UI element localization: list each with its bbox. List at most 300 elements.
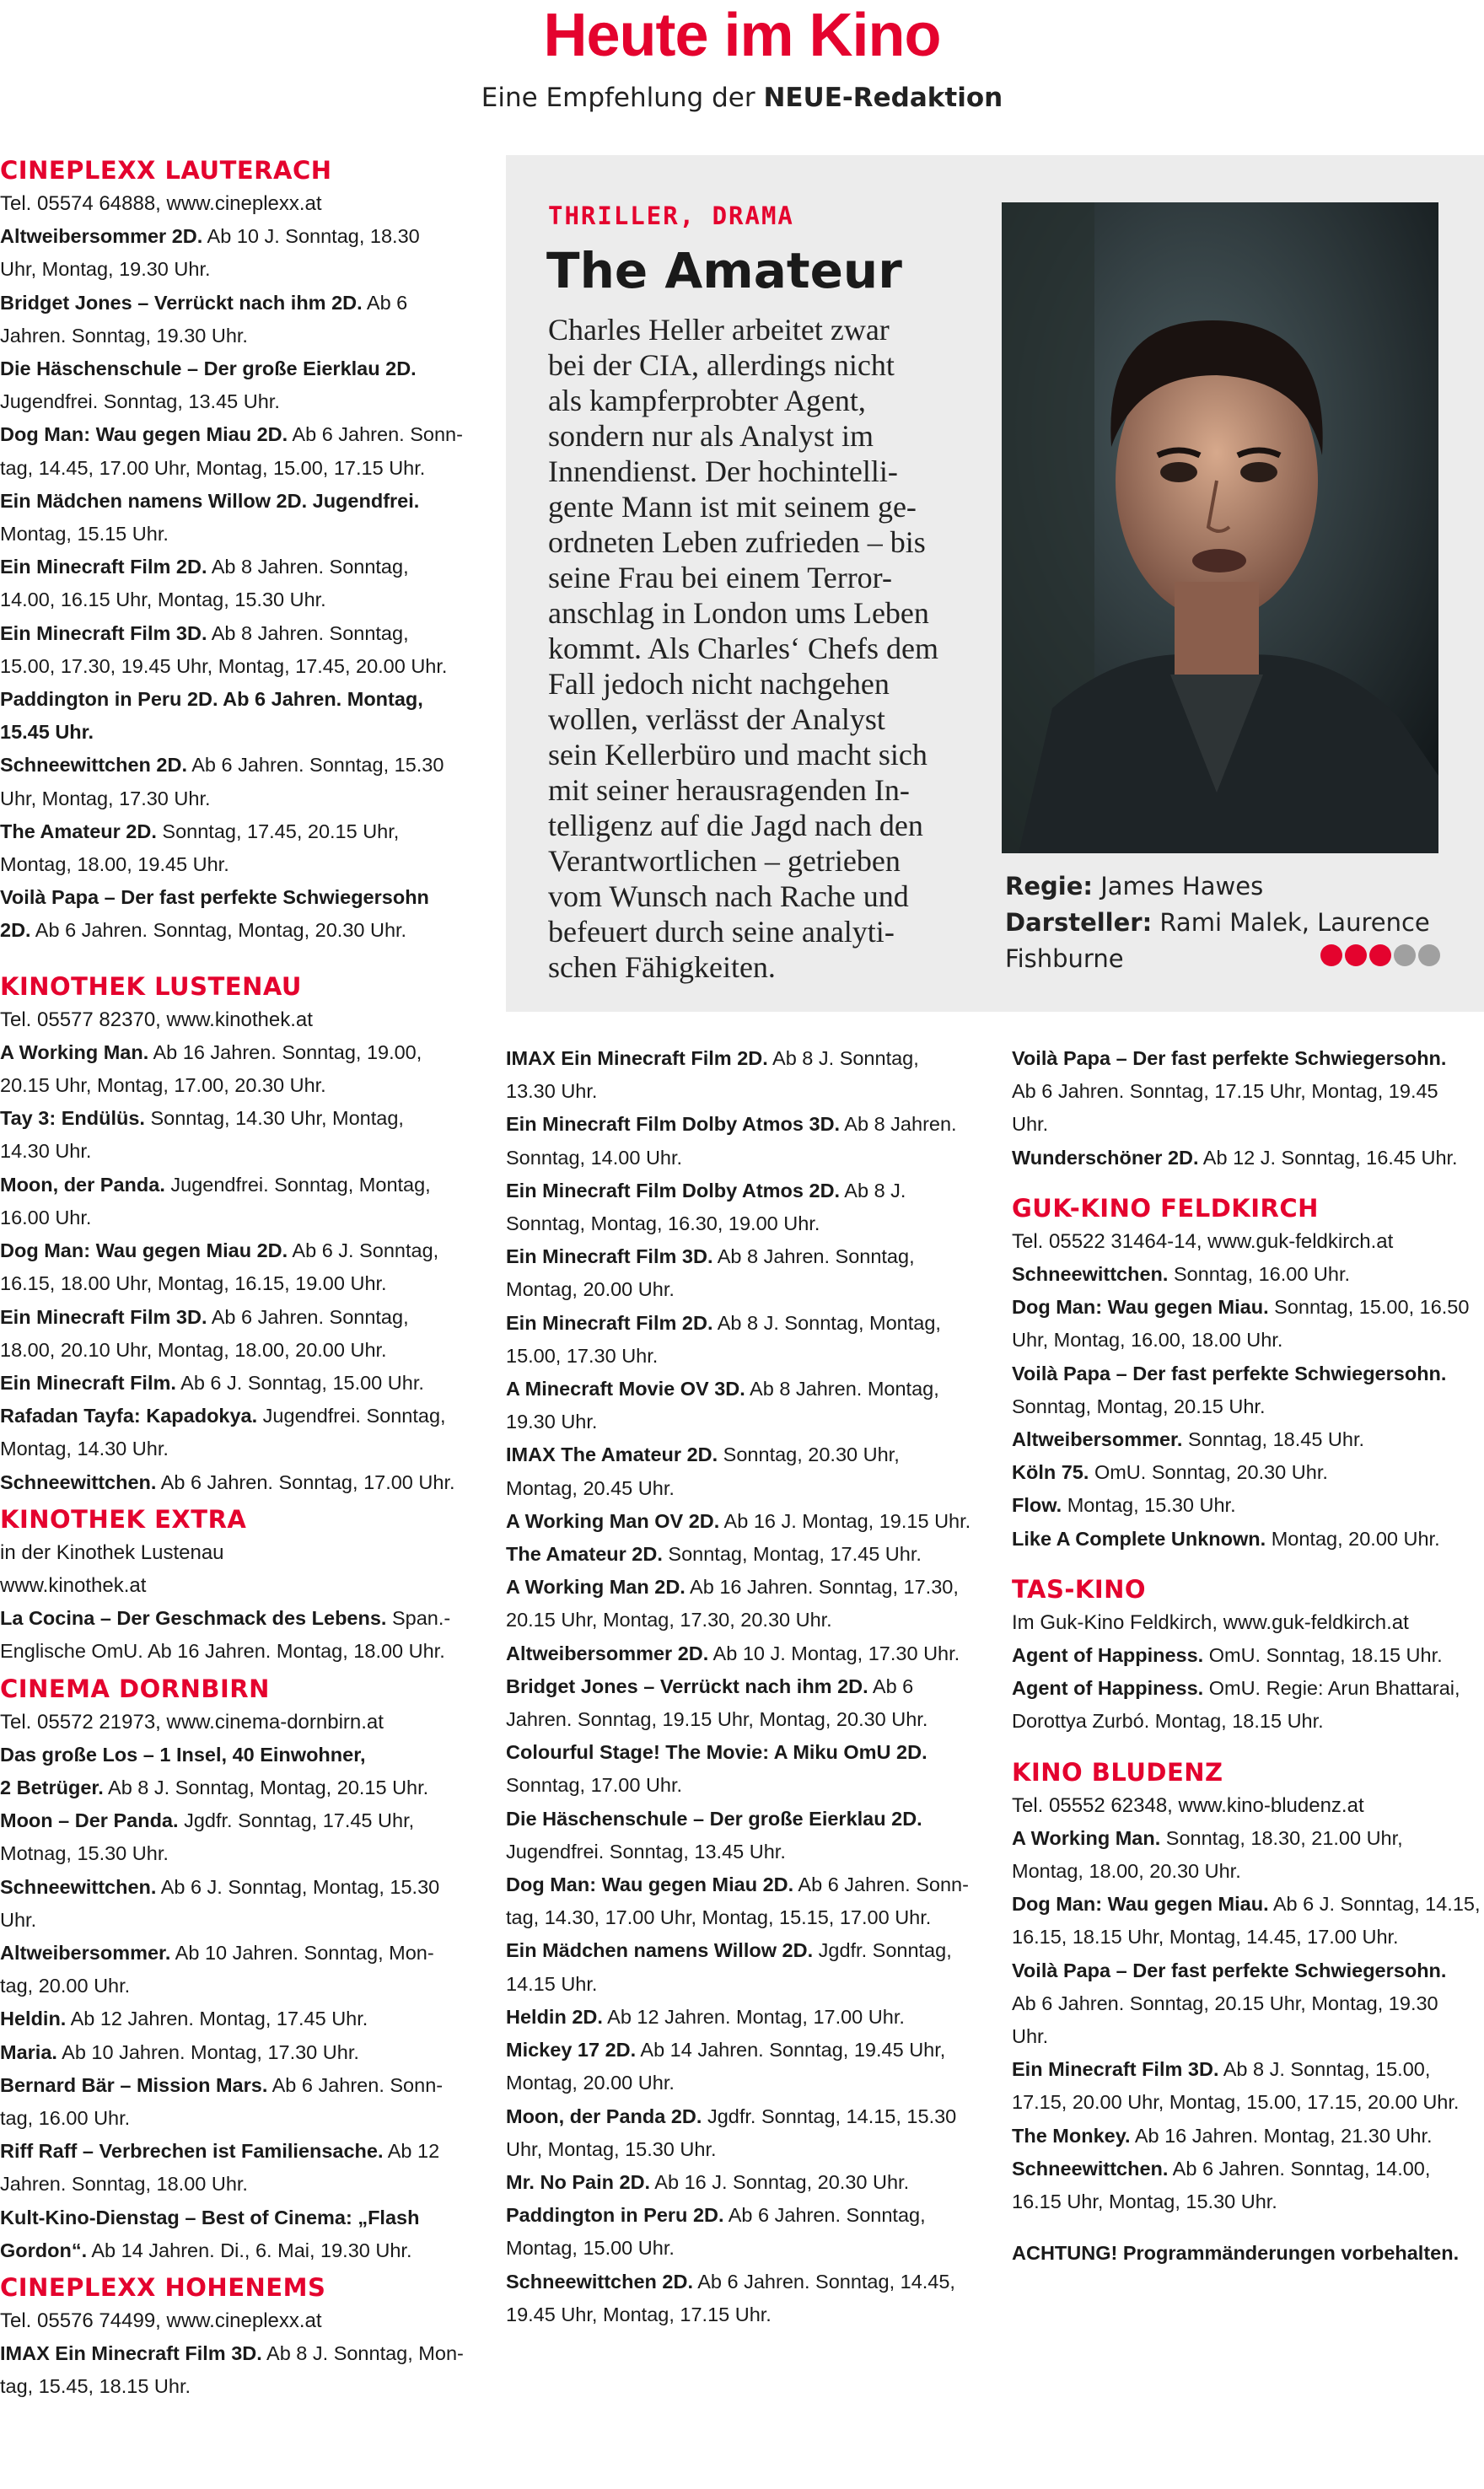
listing-line xyxy=(0,1334,472,1367)
showtime-details: Jahren. Sonntag, 19.15 Uhr, Montag, 20.30 Uhr. xyxy=(506,1708,928,1731)
listing-line xyxy=(0,1069,472,1102)
showtime-details: Ab 6 Jahren. Sonntag, 17.15 Uhr, Montag, 19.45 xyxy=(1012,1080,1438,1103)
showtime-details: Ab 6 Jahren. Sonntag, 20.15 Uhr, Montag, 19.30 xyxy=(1012,1992,1438,2014)
showtime-details: 14.00, 16.15 Uhr, Montag, 15.30 Uhr. xyxy=(0,589,326,611)
showtime-details: Uhr, Montag, 15.30 Uhr. xyxy=(506,2137,717,2160)
movie-title: Ein Minecraft Film 3D. xyxy=(0,621,207,644)
feature-text-line: ordneten Leben zufrieden – bis xyxy=(548,525,926,559)
listing-line xyxy=(1012,1042,1484,1075)
movie-title: Agent of Happiness. xyxy=(1012,1677,1204,1700)
feature-genre: THRILLER, DRAMA xyxy=(548,202,794,230)
movie-title: Dog Man: Wau gegen Miau 2D. xyxy=(506,1873,794,1896)
listing-line xyxy=(0,2168,472,2201)
movie-title: Ein Mädchen namens Willow 2D. xyxy=(506,1939,814,1962)
showtime-details: Ab 8 Jahren. Sonntag, xyxy=(207,621,409,644)
cinema-name: KINOTHEK LUSTENAU xyxy=(0,971,302,1001)
listing-line xyxy=(1012,2053,1484,2086)
showtime-details: Ab 6 xyxy=(868,1675,914,1697)
movie-title: A Working Man OV 2D. xyxy=(506,1509,720,1532)
showtime-details: OmU. Sonntag, 20.30 Uhr. xyxy=(1089,1461,1328,1484)
movie-title: Bernard Bär – Mission Mars. xyxy=(0,2073,268,2096)
movie-title: Dog Man: Wau gegen Miau 2D. xyxy=(0,423,288,446)
movie-title: Kult-Kino-Dienstag – Best of Cinema: „Flash xyxy=(0,2206,420,2228)
movie-title: Altweibersommer 2D. xyxy=(506,1642,709,1664)
feature-title: The Amateur xyxy=(546,242,902,299)
listing-line xyxy=(506,1604,978,1637)
feature-text-line: mit seiner herausragenden In- xyxy=(548,773,910,807)
movie-title: IMAX Ein Minecraft Film 2D. xyxy=(506,1047,768,1069)
listing-line xyxy=(0,352,472,385)
showtime-details: 18.00, 20.10 Uhr, Montag, 18.00, 20.00 Uhr. xyxy=(0,1338,387,1361)
listing-line xyxy=(1012,1855,1484,1888)
showtime-details: 20.15 Uhr, Montag, 17.00, 20.30 Uhr. xyxy=(0,1074,326,1097)
showtime-details: Sonntag, Montag, 17.45 Uhr. xyxy=(662,1543,922,1566)
rating-dot-filled xyxy=(1369,944,1391,966)
listing-line xyxy=(0,1036,472,1069)
listing-line xyxy=(1012,1523,1484,1556)
cinema-info: Tel. 05574 64888, www.cineplexx.at xyxy=(0,192,322,215)
listing-line xyxy=(1012,1639,1484,1672)
listing-line xyxy=(506,2298,978,2331)
showtime-details: Montag, 20.00 Uhr. xyxy=(506,2072,675,2094)
listing-line xyxy=(506,2067,978,2099)
listing-line xyxy=(506,1836,978,1868)
listing-line xyxy=(0,452,472,485)
cast-names-line2: Fishburne xyxy=(1005,944,1124,973)
page-title: Heute im Kino xyxy=(543,2,941,69)
showtime-details: Ab 8 J. xyxy=(840,1179,906,1201)
cinema-info: Im Guk-Kino Feldkirch, www.guk-feldkirch.at xyxy=(1012,1610,1409,1634)
listing-line xyxy=(0,1367,472,1400)
listing-line xyxy=(506,1142,978,1175)
listing-column-2 xyxy=(506,1042,978,2331)
feature-text-line: anschlag in London ums Leben xyxy=(548,596,929,630)
cinema-info: Tel. 05576 74499, www.cineplexx.at xyxy=(0,2309,322,2332)
showtime-details: Jgdfr. Sonntag, 17.45 Uhr, xyxy=(178,1809,415,1832)
listing-line xyxy=(0,1400,472,1433)
listing-line xyxy=(506,1075,978,1108)
showtime-details: Montag, 15.30 Uhr. xyxy=(1062,1494,1236,1517)
showtime-details: Montag, 15.00 Uhr. xyxy=(506,2237,675,2260)
cinema-info: Tel. 05572 21973, www.cinema-dornbirn.at xyxy=(0,1710,384,1734)
showtime-details: 16.00 Uhr. xyxy=(0,1206,92,1228)
movie-title: 15.45 Uhr. xyxy=(0,721,94,744)
cinema-name: KINOTHEK EXTRA xyxy=(0,1504,247,1534)
listing-line xyxy=(506,1736,978,1769)
movie-title: Ein Minecraft Film 3D. xyxy=(0,1305,207,1328)
listing-line xyxy=(1012,1258,1484,1291)
feature-text-line: bei der CIA, allerdings nicht xyxy=(548,348,895,382)
movie-title: Moon, der Panda 2D. xyxy=(506,2105,702,2127)
actor-portrait-icon xyxy=(1002,202,1438,853)
showtime-details: Uhr, Montag, 19.30 Uhr. xyxy=(0,258,211,281)
showtime-details: tag, 16.00 Uhr. xyxy=(0,2106,131,2129)
feature-text-line: sondern nur als Analyst im xyxy=(548,419,874,453)
movie-title: Köln 75. xyxy=(1012,1461,1089,1484)
listing-line xyxy=(0,485,472,518)
showtime-details: Ab 10 Jahren. Sonntag, Mon- xyxy=(170,1941,434,1964)
showtime-details: 16.15, 18.00 Uhr, Montag, 16.15, 19.00 Uhr. xyxy=(0,1272,387,1295)
listing-line xyxy=(1012,1108,1484,1141)
rating-dot-empty xyxy=(1418,944,1440,966)
showtime-details: Montag, 20.45 Uhr. xyxy=(506,1476,675,1499)
showtime-details: tag, 15.45, 18.15 Uhr. xyxy=(0,2375,191,2398)
showtime-details: Jugendfrei. Sonntag, Montag, xyxy=(164,1173,431,1196)
listing-line xyxy=(0,551,472,583)
listing-line xyxy=(0,418,472,451)
movie-title: 2D. xyxy=(0,919,31,942)
showtime-details: Ab 12 Jahren. Montag, 17.00 Uhr. xyxy=(602,2005,905,2028)
movie-title: Die Häschenschule – Der große Eierklau 2D. xyxy=(506,1807,922,1830)
showtime-details: Dorottya Zurbó. Montag, 18.15 Uhr. xyxy=(1012,1710,1324,1733)
listing-line xyxy=(1012,2020,1484,2053)
showtime-details: Sonntag, Montag, 16.30, 19.00 Uhr. xyxy=(506,1212,820,1235)
feature-text-line: Verantwortlichen – getrieben xyxy=(548,844,901,878)
showtime-details: tag, 20.00 Uhr. xyxy=(0,1975,131,1997)
listing-line xyxy=(506,1273,978,1306)
showtime-details: tag, 14.30, 17.00 Uhr, Montag, 15.15, 17.00 Uhr. xyxy=(506,1906,932,1929)
listing-line xyxy=(0,683,472,716)
listing-line xyxy=(1012,1489,1484,1522)
showtime-details: Ab 6 Jahren. Sonntag, 14.45, xyxy=(693,2270,955,2293)
listing-line xyxy=(506,2266,978,2298)
listing-line xyxy=(506,1538,978,1571)
showtime-details: Ab 10 Jahren. Montag, 17.30 Uhr. xyxy=(56,2040,359,2063)
movie-title: Schneewittchen 2D. xyxy=(506,2270,693,2293)
listing-line xyxy=(0,2102,472,2135)
movie-title: ACHTUNG! Programmänderungen vorbehalten. xyxy=(1012,2242,1460,2265)
showtime-details: Sonntag, Montag, 20.15 Uhr. xyxy=(1012,1395,1266,1417)
showtime-details: 15.00, 17.30 Uhr. xyxy=(506,1344,659,1367)
feature-text-line: als kampferprobter Agent, xyxy=(548,384,866,417)
movie-title: Voilà Papa – Der fast perfekte Schwiegersohn. xyxy=(1012,1362,1447,1384)
showtime-details: Ab 8 J. Sonntag, xyxy=(767,1047,919,1069)
listing-line xyxy=(506,1207,978,1240)
listing-column-3 xyxy=(1012,1042,1484,2271)
showtime-details: Ab 6 J. Sonntag, 14.15, xyxy=(1268,1893,1481,1916)
listing-line xyxy=(506,1472,978,1505)
showtime-details: Montag, 20.00 Uhr. xyxy=(1266,1527,1440,1550)
listing-line xyxy=(506,1901,978,1934)
showtime-details: Ab 6 Jahren. Sonntag, xyxy=(207,1305,409,1328)
showtime-details: Sonntag, 17.45, 20.15 Uhr, xyxy=(156,820,400,842)
listing-line xyxy=(1012,2153,1484,2185)
movie-title: La Cocina – Der Geschmack des Lebens. xyxy=(0,1607,387,1630)
showtime-details: Ab 14 Jahren. Sonntag, 19.45 Uhr, xyxy=(636,2039,946,2062)
showtime-details: Jugendfrei. Sonntag, xyxy=(257,1405,446,1427)
listing-line xyxy=(1012,2086,1484,2119)
showtime-details: Sonntag, 14.00 Uhr. xyxy=(506,1146,683,1169)
listing-line xyxy=(506,2199,978,2232)
showtime-details: Ab 8 J. Sonntag, Mon- xyxy=(261,2342,464,2365)
feature-text-line: vom Wunsch nach Rache und xyxy=(548,879,909,913)
listing-line xyxy=(0,848,472,881)
director-label: Regie: xyxy=(1005,872,1093,900)
listing-line xyxy=(506,2100,978,2133)
listing-line xyxy=(0,716,472,749)
movie-title: Ein Minecraft Film Dolby Atmos 2D. xyxy=(506,1179,841,1201)
showtime-details: Uhr. xyxy=(1012,1113,1049,1136)
listing-line xyxy=(0,1602,472,1635)
showtime-details: 13.30 Uhr. xyxy=(506,1080,598,1103)
listing-line xyxy=(506,1373,978,1406)
movie-title: Bridget Jones – Verrückt nach ihm 2D. xyxy=(0,291,363,314)
listing-line xyxy=(506,1240,978,1273)
showtime-details: Ab 12 J. Sonntag, 16.45 Uhr. xyxy=(1198,1146,1458,1169)
listing-line xyxy=(506,1340,978,1373)
movie-title: Ein Minecraft Film Dolby Atmos 3D. xyxy=(506,1113,841,1136)
listing-line xyxy=(1012,1822,1484,1855)
listing-line xyxy=(0,1301,472,1334)
listing-line xyxy=(0,1234,472,1267)
listing-line xyxy=(0,287,472,320)
listing-line xyxy=(0,2036,472,2069)
listing-line xyxy=(1012,1324,1484,1357)
showtime-details: Montag, 14.30 Uhr. xyxy=(0,1438,169,1460)
showtime-details: Sonntag, 16.00 Uhr. xyxy=(1168,1263,1351,1286)
showtime-details: Montag, 18.00, 19.45 Uhr. xyxy=(0,853,229,876)
movie-title: Ein Minecraft Film 2D. xyxy=(0,556,207,578)
listing-line xyxy=(1012,1954,1484,1987)
listing-line xyxy=(1012,2120,1484,2153)
showtime-details: Ab 16 Jahren. Sonntag, 17.30, xyxy=(685,1576,959,1599)
listing-line xyxy=(0,2337,472,2370)
listing-line xyxy=(506,2034,978,2067)
listing-line xyxy=(0,1739,472,1771)
showtime-details: Ab 16 J. Montag, 19.15 Uhr. xyxy=(719,1509,971,1532)
rating-dot-filled xyxy=(1345,944,1367,966)
movie-title: Voilà Papa – Der fast perfekte Schwiegersohn xyxy=(0,886,429,909)
movie-title: Das große Los – 1 Insel, 40 Einwohner, xyxy=(0,1743,366,1766)
showtime-details: Montag, 20.00 Uhr. xyxy=(506,1278,675,1301)
showtime-details: Ab 6 Jahren. Sonn- xyxy=(267,2073,444,2096)
listing-line xyxy=(0,2002,472,2035)
feature-text-line: wollen, verlässt der Analyst xyxy=(548,702,885,736)
showtime-details: OmU. Sonntag, 18.15 Uhr. xyxy=(1203,1644,1443,1667)
listing-line xyxy=(1012,1921,1484,1954)
feature-text xyxy=(548,312,987,985)
cinema-name: CINEPLEXX LAUTERACH xyxy=(0,156,332,185)
movie-title: The Monkey. xyxy=(1012,2124,1131,2147)
movie-title: Dog Man: Wau gegen Miau. xyxy=(1012,1296,1269,1319)
showtime-details: 16.15 Uhr, Montag, 15.30 Uhr. xyxy=(1012,2191,1277,2213)
cinema-name: TAS-KINO xyxy=(1012,1574,1147,1604)
listing-line xyxy=(0,1937,472,1970)
listing-line xyxy=(506,1042,978,1075)
listing-line xyxy=(0,914,472,947)
movie-title: Maria. xyxy=(0,2040,57,2063)
listing-line xyxy=(0,1102,472,1135)
showtime-details: Ab 8 J. Sonntag, 15.00, xyxy=(1218,2058,1431,2081)
showtime-details: 20.15 Uhr, Montag, 17.30, 20.30 Uhr. xyxy=(506,1609,832,1632)
showtime-details: Ab 6 xyxy=(362,291,408,314)
movie-title: Altweibersommer. xyxy=(1012,1428,1183,1451)
showtime-details: 17.15, 20.00 Uhr, Montag, 15.00, 17.15, 20.00 Uhr. xyxy=(1012,2091,1460,2114)
listing-line xyxy=(0,1635,472,1668)
cinema-info: Tel. 05522 31464-14, www.guk-feldkirch.at xyxy=(1012,1229,1394,1253)
movie-title: 2 Betrüger. xyxy=(0,1776,104,1798)
showtime-details: Ab 8 J. Sonntag, Montag, xyxy=(712,1311,941,1334)
listing-line xyxy=(506,2001,978,2034)
listing-line xyxy=(0,1871,472,1937)
listing-line xyxy=(0,881,472,914)
listing-line xyxy=(0,1970,472,2002)
cinema-info: www.kinothek.at xyxy=(0,1573,147,1597)
movie-title: Ein Mädchen namens Willow 2D. Jugendfrei. xyxy=(0,489,420,512)
movie-title: Schneewittchen. xyxy=(1012,1263,1169,1286)
movie-title: Ein Minecraft Film 2D. xyxy=(506,1311,713,1334)
cast-names-line1: Rami Malek, Laurence xyxy=(1159,908,1430,937)
movie-title: The Amateur 2D. xyxy=(0,820,157,842)
movie-title: Mr. No Pain 2D. xyxy=(506,2170,651,2193)
feature-text-line: sein Kellerbüro und macht sich xyxy=(548,738,928,771)
listing-line xyxy=(0,1466,472,1499)
movie-title: Mickey 17 2D. xyxy=(506,2039,637,2062)
cinema-info: in der Kinothek Lustenau xyxy=(0,1540,224,1564)
showtime-details: 14.30 Uhr. xyxy=(0,1140,92,1163)
listing-line xyxy=(1012,1423,1484,1456)
showtime-details: Englische OmU. Ab 16 Jahren. Montag, 18.00 Uhr. xyxy=(0,1640,445,1663)
listing-line xyxy=(506,1571,978,1604)
movie-title: Paddington in Peru 2D. Ab 6 Jahren. Montag, xyxy=(0,688,423,711)
showtime-details: Ab 16 J. Sonntag, 20.30 Uhr. xyxy=(650,2170,910,2193)
listing-line xyxy=(0,1433,472,1465)
showtime-details: Sonntag, 20.30 Uhr, xyxy=(718,1443,900,1466)
listing-line xyxy=(0,617,472,650)
movie-title: Flow. xyxy=(1012,1494,1062,1517)
movie-title: Moon – Der Panda. xyxy=(0,1809,179,1832)
listing-line xyxy=(1012,1888,1484,1921)
listing-line xyxy=(506,1438,978,1471)
movie-title: Paddington in Peru 2D. xyxy=(506,2204,724,2227)
listing-line xyxy=(0,2135,472,2168)
listing-line xyxy=(0,320,472,352)
showtime-details: Ab 12 Jahren. Montag, 17.45 Uhr. xyxy=(66,2008,368,2030)
showtime-details: Jgdfr. Sonntag, 14.15, 15.30 xyxy=(702,2105,957,2127)
movie-title: Schneewittchen. xyxy=(1012,2157,1169,2180)
showtime-details: Ab 6 J. Sonntag, 15.00 Uhr. xyxy=(175,1371,424,1394)
showtime-details: Ab 16 Jahren. Sonntag, 19.00, xyxy=(148,1040,422,1063)
listing-line xyxy=(0,815,472,848)
movie-title: Voilà Papa – Der fast perfekte Schwiegersohn. xyxy=(1012,1959,1447,1981)
showtime-details: Sonntag, 18.45 Uhr. xyxy=(1182,1428,1365,1451)
showtime-details: Jahren. Sonntag, 19.30 Uhr. xyxy=(0,324,248,347)
listing-line xyxy=(0,2069,472,2102)
showtime-details: Ab 6 Jahren. Sonn- xyxy=(288,423,463,446)
listing-line xyxy=(0,2234,472,2267)
feature-text-line: Innendienst. Der hochintelli- xyxy=(548,454,898,488)
movie-title: IMAX Ein Minecraft Film 3D. xyxy=(0,2342,262,2365)
listing-line xyxy=(0,1169,472,1201)
showtime-details: Sonntag, 14.30 Uhr, Montag, xyxy=(144,1107,404,1130)
movie-title: Ein Minecraft Film 3D. xyxy=(506,1245,713,1268)
showtime-details: Ab 6 Jahren. Sonntag, xyxy=(723,2204,926,2227)
listing-line xyxy=(0,1135,472,1168)
cinema-name: CINEPLEXX HOHENEMS xyxy=(0,2272,326,2302)
movie-title: Dog Man: Wau gegen Miau. xyxy=(1012,1893,1269,1916)
showtime-details: Ab 6 Jahren. Sonn- xyxy=(793,1873,969,1896)
showtime-details: Ab 8 Jahren. Sonntag, xyxy=(207,556,409,578)
movie-title: Voilà Papa – Der fast perfekte Schwiegersohn. xyxy=(1012,1047,1447,1069)
listing-line xyxy=(0,1837,472,1870)
showtime-details: Montag, 18.00, 20.30 Uhr. xyxy=(1012,1860,1241,1883)
showtime-details: Ab 16 Jahren. Montag, 21.30 Uhr. xyxy=(1130,2124,1433,2147)
cast-label: Darsteller: xyxy=(1005,908,1153,937)
listing-line xyxy=(506,1968,978,2001)
rating-dots xyxy=(1320,944,1443,970)
showtime-details: Ab 6 Jahren. Sonntag, Montag, 20.30 Uhr. xyxy=(30,919,407,942)
movie-title: Agent of Happiness. xyxy=(1012,1644,1204,1667)
listing-line xyxy=(0,1804,472,1837)
listing-line xyxy=(1012,1357,1484,1390)
listing-line xyxy=(1012,1705,1484,1738)
rating-dot-filled xyxy=(1320,944,1342,966)
listing-line xyxy=(506,1703,978,1736)
listing-line xyxy=(506,1803,978,1836)
showtime-details: Ab 12 xyxy=(383,2140,440,2163)
feature-text-line: gente Mann ist mit seinem ge- xyxy=(548,490,917,524)
showtime-details: Uhr, Montag, 17.30 Uhr. xyxy=(0,787,211,809)
showtime-details: 19.45 Uhr, Montag, 17.15 Uhr. xyxy=(506,2303,772,2325)
movie-title: Dog Man: Wau gegen Miau 2D. xyxy=(0,1239,288,1262)
listing-line xyxy=(1012,1672,1484,1705)
movie-title: Bridget Jones – Verrückt nach ihm 2D. xyxy=(506,1675,868,1697)
listing-line xyxy=(0,220,472,253)
listing-line xyxy=(506,1637,978,1670)
spacer xyxy=(0,948,472,966)
listing-line xyxy=(506,1769,978,1802)
listing-line xyxy=(0,583,472,616)
subtitle-prefix: Eine Empfehlung der xyxy=(481,83,755,113)
movie-title: Schneewittchen 2D. xyxy=(0,754,187,777)
listing-line xyxy=(1012,1075,1484,1108)
listing-line xyxy=(506,1307,978,1340)
movie-still-image xyxy=(1002,202,1438,853)
listing-line xyxy=(1012,1291,1484,1324)
movie-title: Colourful Stage! The Movie: A Miku OmU 2D. xyxy=(506,1741,928,1764)
listing-line xyxy=(0,1201,472,1234)
listing-line xyxy=(0,385,472,418)
listing-line xyxy=(0,518,472,551)
listing-line xyxy=(1012,1390,1484,1423)
showtime-details: Motnag, 15.30 Uhr. xyxy=(0,1842,169,1865)
listing-line xyxy=(0,650,472,683)
listing-line xyxy=(1012,2185,1484,2218)
showtime-details: Uhr. xyxy=(1012,2025,1049,2048)
movie-title: Schneewittchen. xyxy=(0,1470,157,1493)
listing-line xyxy=(506,1670,978,1703)
cinema-info: Tel. 05552 62348, www.kino-bludenz.at xyxy=(1012,1793,1364,1817)
listing-line xyxy=(506,1868,978,1901)
movie-title: Altweibersommer 2D. xyxy=(0,225,203,248)
cinema-name: CINEMA DORNBIRN xyxy=(0,1674,270,1703)
showtime-details: Ab 8 J. Sonntag, Montag, 20.15 Uhr. xyxy=(103,1776,429,1798)
showtime-details: Sonntag, 17.00 Uhr. xyxy=(506,1774,683,1797)
feature-text-line: befeuert durch seine analyti- xyxy=(548,915,895,949)
showtime-details: OmU. Regie: Arun Bhattarai, xyxy=(1203,1677,1460,1700)
feature-text-line: Fall jedoch nicht nachgehen xyxy=(548,667,890,701)
movie-title: Riff Raff – Verbrechen ist Familiensache. xyxy=(0,2140,384,2163)
showtime-details: Ab 6 Jahren. Sonntag, 17.00 Uhr. xyxy=(156,1470,455,1493)
listing-line xyxy=(506,1934,978,1967)
feature-text-line: kommt. Als Charles‘ Chefs dem xyxy=(548,632,938,665)
feature-text-line: seine Frau bei einem Terror- xyxy=(548,561,892,594)
movie-title: A Working Man. xyxy=(1012,1826,1161,1849)
showtime-details: Jgdfr. Sonntag, xyxy=(813,1939,952,1962)
listing-line xyxy=(0,782,472,815)
listing-column-1 xyxy=(0,153,472,2404)
showtime-details: Ab 10 J. Montag, 17.30 Uhr. xyxy=(708,1642,960,1664)
